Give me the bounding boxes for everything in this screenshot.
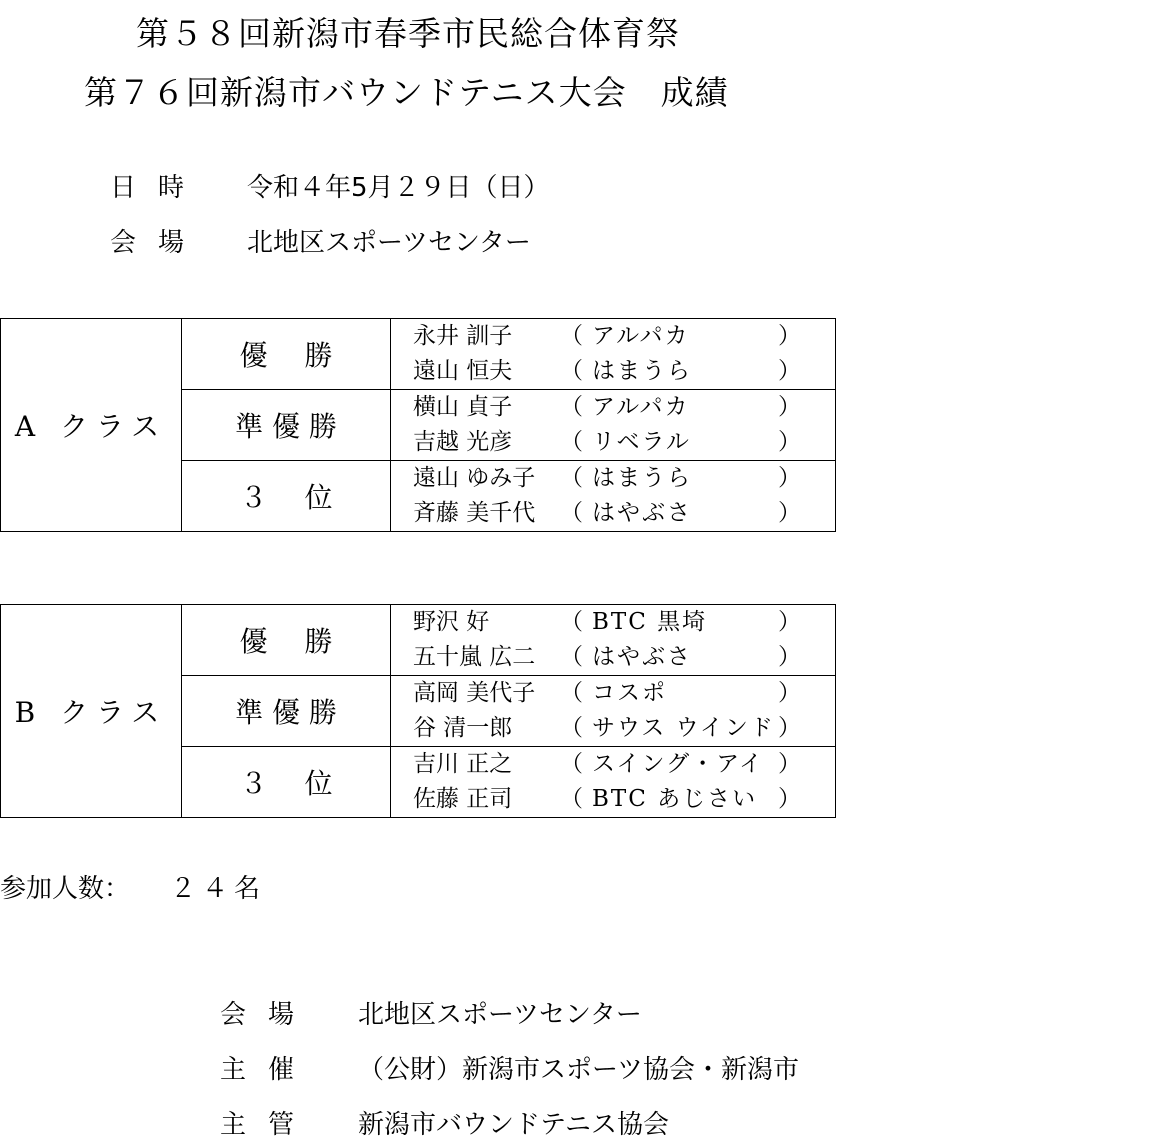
paren-open: （ bbox=[560, 323, 583, 349]
rank-label: 優 勝 bbox=[182, 605, 391, 676]
footer-organizer-label: 主催 bbox=[220, 1055, 317, 1085]
paren-close: ） bbox=[778, 644, 801, 670]
footer-organizer-row bbox=[220, 1054, 840, 1086]
footer-venue-label: 会場 bbox=[220, 1000, 317, 1030]
info-date-label: 日時 bbox=[110, 173, 207, 203]
player-club: リベラル bbox=[592, 429, 691, 455]
player-name: 永井 訓子 bbox=[413, 323, 513, 349]
player-row bbox=[402, 640, 835, 675]
players-cell bbox=[391, 676, 836, 747]
footer-manager-label: 主管 bbox=[220, 1110, 317, 1140]
paren-close: ） bbox=[778, 358, 801, 384]
paren-open: （ bbox=[560, 715, 583, 741]
paren-close: ） bbox=[778, 500, 801, 526]
player-name: 野沢 好 bbox=[413, 609, 490, 635]
player-row bbox=[402, 319, 835, 354]
footer-manager-value: 新潟市バウンドテニス協会 bbox=[358, 1110, 669, 1140]
player-name: 谷 清一郎 bbox=[413, 715, 513, 741]
paren-close: ） bbox=[778, 609, 801, 635]
player-club: はやぶさ bbox=[592, 644, 692, 670]
player-club: はまうら bbox=[592, 465, 692, 491]
player-club: アルパカ bbox=[592, 323, 690, 349]
rank-label: ３ 位 bbox=[182, 747, 391, 818]
paren-close: ） bbox=[778, 751, 801, 777]
player-club: はやぶさ bbox=[592, 500, 692, 526]
player-name: 五十嵐 広二 bbox=[413, 644, 536, 670]
player-row bbox=[402, 782, 835, 817]
player-row bbox=[402, 461, 835, 496]
paren-open: （ bbox=[560, 358, 583, 384]
paren-open: （ bbox=[560, 680, 583, 706]
player-club: はまうら bbox=[592, 358, 692, 384]
paren-open: （ bbox=[560, 786, 583, 812]
players-cell bbox=[391, 461, 836, 532]
footer-manager-row bbox=[220, 1109, 840, 1141]
info-date-value: 令和４年5月２９日（日） bbox=[247, 173, 550, 203]
paren-open: （ bbox=[560, 465, 583, 491]
player-row bbox=[402, 605, 835, 640]
players-cell bbox=[391, 319, 836, 390]
class-name: A クラス bbox=[1, 319, 182, 532]
player-name: 佐藤 正司 bbox=[413, 786, 513, 812]
info-date-row bbox=[110, 172, 610, 204]
paren-close: ） bbox=[778, 429, 801, 455]
player-club: コスポ bbox=[592, 680, 667, 706]
rank-label: ３ 位 bbox=[182, 461, 391, 532]
paren-open: （ bbox=[560, 394, 583, 420]
player-row bbox=[402, 390, 835, 425]
player-name: 高岡 美代子 bbox=[413, 680, 536, 706]
player-row bbox=[402, 711, 835, 746]
participants-row bbox=[0, 873, 300, 905]
paren-open: （ bbox=[560, 429, 583, 455]
paren-open: （ bbox=[560, 751, 583, 777]
paren-open: （ bbox=[560, 644, 583, 670]
participants-value: ２４名 bbox=[170, 874, 267, 904]
player-club: BTC 黒埼 bbox=[592, 609, 708, 635]
player-row bbox=[402, 496, 835, 531]
player-club: アルパカ bbox=[592, 394, 690, 420]
player-name: 遠山 恒夫 bbox=[413, 358, 513, 384]
players-cell bbox=[391, 605, 836, 676]
rank-label: 優 勝 bbox=[182, 319, 391, 390]
title-line-1: 第５８回新潟市春季市民総合体育祭 bbox=[136, 14, 680, 53]
player-name: 斉藤 美千代 bbox=[413, 500, 536, 526]
info-venue-value: 北地区スポーツセンター bbox=[247, 228, 531, 258]
paren-close: ） bbox=[778, 715, 801, 741]
player-row bbox=[402, 676, 835, 711]
paren-close: ） bbox=[778, 323, 801, 349]
rank-label: 準 優 勝 bbox=[182, 390, 391, 461]
player-name: 吉川 正之 bbox=[413, 751, 513, 777]
participants-label: 参加人数： bbox=[0, 874, 131, 904]
player-name: 遠山 ゆみ子 bbox=[413, 465, 536, 491]
paren-close: ） bbox=[778, 465, 801, 491]
paren-close: ） bbox=[778, 394, 801, 420]
info-venue-row bbox=[110, 227, 610, 259]
class-name: B クラス bbox=[1, 605, 182, 818]
paren-open: （ bbox=[560, 609, 583, 635]
footer-venue-row bbox=[220, 999, 840, 1031]
player-row bbox=[402, 425, 835, 460]
footer-organizer-value: （公財）新潟市スポーツ協会・新潟市 bbox=[358, 1055, 799, 1085]
paren-close: ） bbox=[778, 786, 801, 812]
players-cell bbox=[391, 390, 836, 461]
footer-venue-value: 北地区スポーツセンター bbox=[358, 1000, 642, 1030]
info-venue-label: 会場 bbox=[110, 228, 207, 258]
results-table-b bbox=[0, 604, 836, 818]
player-name: 横山 貞子 bbox=[413, 394, 513, 420]
player-club: サウス ウインド bbox=[592, 715, 775, 741]
title-line-2: 第７６回新潟市バウンドテニス大会 成績 bbox=[84, 73, 729, 112]
paren-open: （ bbox=[560, 500, 583, 526]
results-table-a bbox=[0, 318, 836, 532]
player-row bbox=[402, 354, 835, 389]
player-club: BTC あじさい bbox=[592, 786, 758, 812]
player-name: 吉越 光彦 bbox=[413, 429, 513, 455]
player-row bbox=[402, 747, 835, 782]
paren-close: ） bbox=[778, 680, 801, 706]
players-cell bbox=[391, 747, 836, 818]
player-club: スイング・アイ bbox=[592, 751, 765, 777]
rank-label: 準 優 勝 bbox=[182, 676, 391, 747]
